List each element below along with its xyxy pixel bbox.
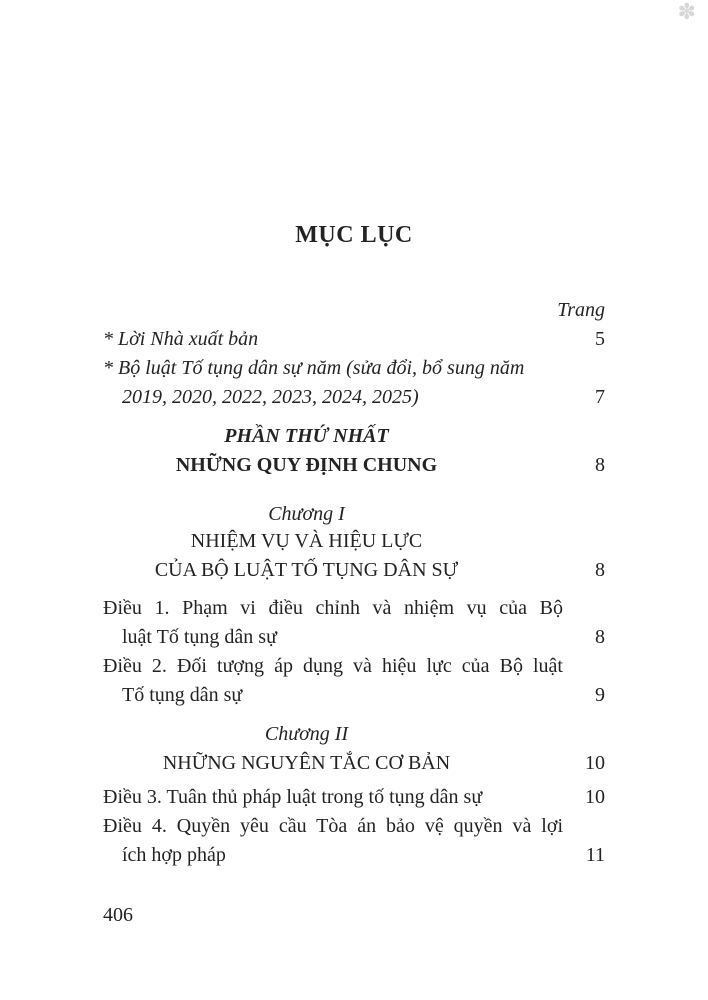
toc-page-number: 5 xyxy=(595,328,605,350)
toc-line: * Lời Nhà xuất bản xyxy=(103,328,259,350)
toc-line: Chương I xyxy=(268,503,345,525)
toc-line: luật Tố tụng dân sự xyxy=(122,626,277,648)
toc-row-chuong-1-label xyxy=(103,500,605,529)
toc-content xyxy=(103,0,605,870)
toc-page-number: 11 xyxy=(585,844,605,866)
toc-page-number: 8 xyxy=(595,626,605,648)
toc-line: * Bộ luật Tố tụng dân sự năm (sửa đổi, bổ sung năm xyxy=(103,357,525,379)
toc-row-chuong-2-label xyxy=(103,720,605,749)
toc-line: Điều 4. Quyền yêu cầu Tòa án bảo vệ quyền và lợi xyxy=(103,815,563,837)
toc-line: NHIỆM VỤ VÀ HIỆU LỰC xyxy=(190,530,423,552)
toc-page-number: 9 xyxy=(595,684,605,706)
toc-line: NHỮNG QUY ĐỊNH CHUNG xyxy=(175,454,438,476)
toc-page-number: 10 xyxy=(585,786,605,808)
toc-row-bo-luat-to-tung-dan-su xyxy=(103,354,605,412)
toc-line: ích hợp pháp xyxy=(122,844,226,866)
trang-column-header: Trang xyxy=(557,299,605,321)
toc-row-phan-thu-nhat xyxy=(103,422,605,480)
toc-row-chuong-1-title xyxy=(103,527,605,585)
toc-row-chuong-2-title xyxy=(103,749,605,778)
toc-line: Điều 3. Tuân thủ pháp luật trong tố tụng dân sự xyxy=(103,786,483,808)
toc-line: CỦA BỘ LUẬT TỐ TỤNG DÂN SỰ xyxy=(154,559,459,581)
page-title: MỤC LỤC xyxy=(295,222,413,248)
toc-row-loi-nha-xuat-ban xyxy=(103,325,605,354)
toc-line: PHẦN THỨ NHẤT xyxy=(224,425,389,447)
toc-row-dieu-2 xyxy=(103,652,605,710)
toc-page-number: 10 xyxy=(585,752,605,774)
folio-page-number: 406 xyxy=(103,904,133,926)
flower-icon: ✽ xyxy=(677,0,696,25)
toc-line: 2019, 2020, 2022, 2023, 2024, 2025) xyxy=(122,386,419,408)
toc-line: Tố tụng dân sự xyxy=(122,684,243,706)
toc-line: Điều 1. Phạm vi điều chỉnh và nhiệm vụ của Bộ xyxy=(103,597,563,619)
toc-row-dieu-4 xyxy=(103,812,605,870)
toc-row-dieu-1 xyxy=(103,594,605,652)
toc-line: NHỮNG NGUYÊN TẮC CƠ BẢN xyxy=(162,752,451,774)
toc-line: Chương II xyxy=(264,723,349,745)
toc-page-number: 7 xyxy=(595,386,605,408)
toc-page-number: 8 xyxy=(595,454,605,476)
toc-row-dieu-3 xyxy=(103,783,605,812)
toc-line: Điều 2. Đối tượng áp dụng và hiệu lực của Bộ luật xyxy=(103,655,563,677)
toc-page-number: 8 xyxy=(595,559,605,581)
